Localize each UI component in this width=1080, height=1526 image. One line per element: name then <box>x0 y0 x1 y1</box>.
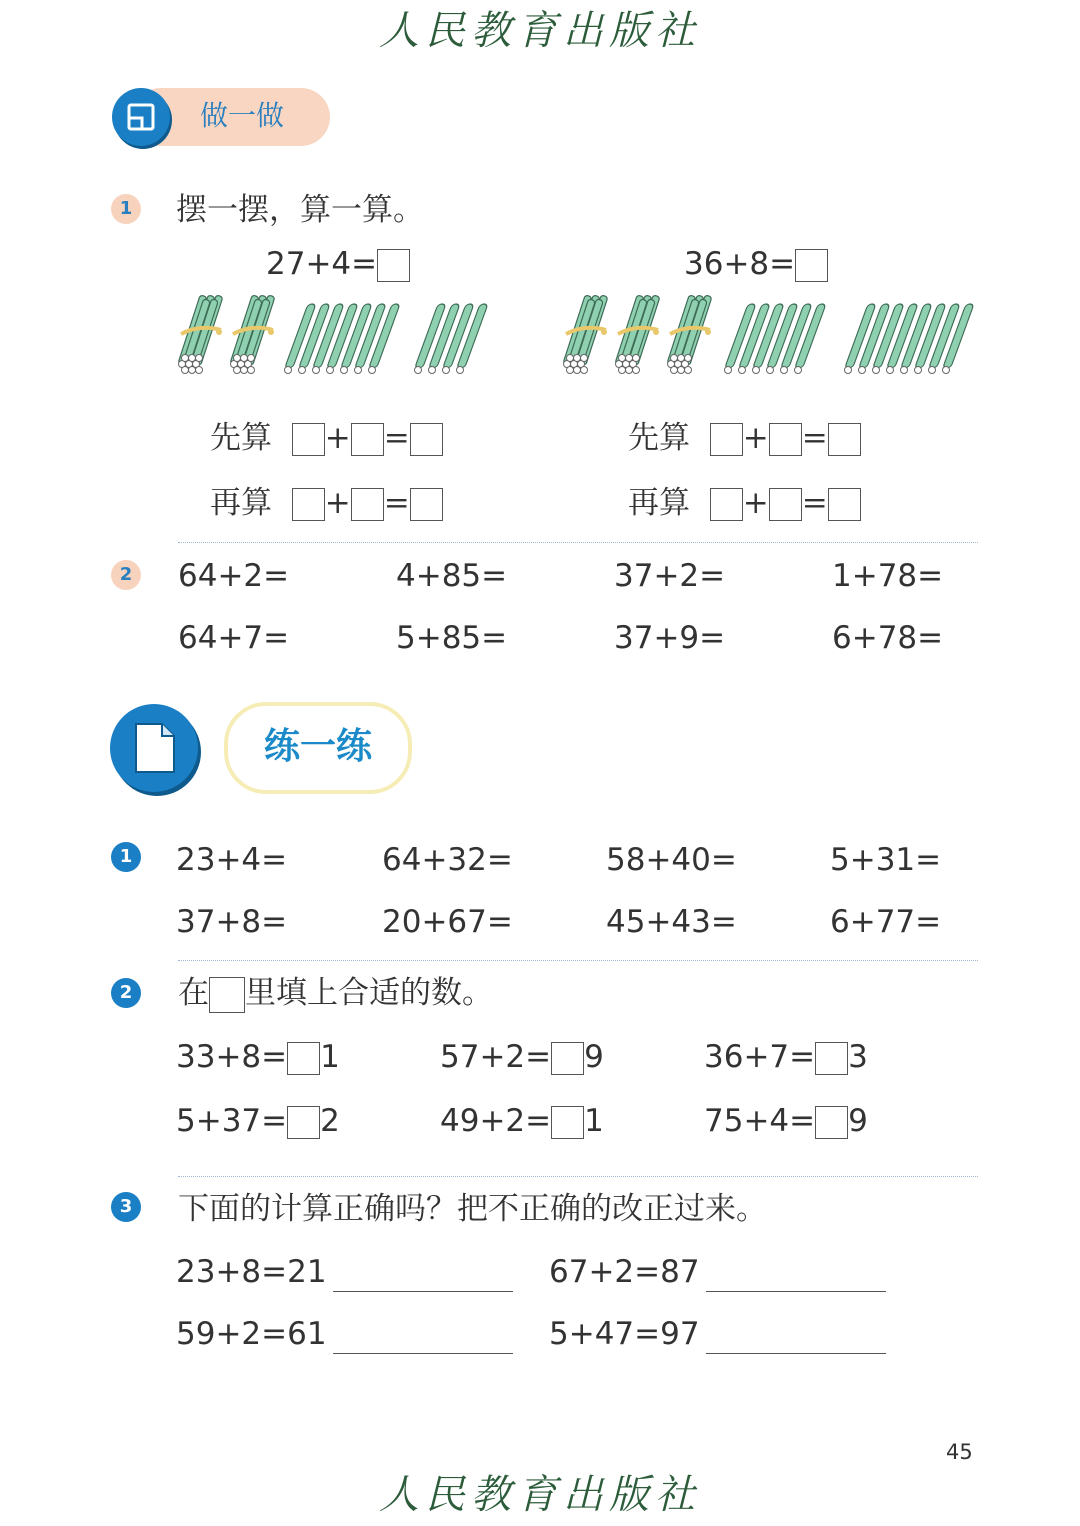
answer-box[interactable] <box>710 423 743 456</box>
step-row-second-right: 再算 + = <box>628 483 861 523</box>
exercise-item: 6+78= <box>832 620 944 656</box>
answer-box[interactable] <box>410 488 443 521</box>
correction-item: 5+47=97 <box>549 1314 886 1354</box>
section-title: 练一练 <box>263 725 372 767</box>
step-row-second-left: 再算 + = <box>210 483 443 523</box>
question-number: 1 <box>111 842 141 872</box>
section-title: 做一做 <box>200 99 285 132</box>
fill-item: 57+2= 9 <box>440 1039 604 1075</box>
exercise-item: 4+85= <box>396 558 508 594</box>
publisher-header: 人民教育出版社 <box>379 8 701 54</box>
step-row-first-left: 先算 + = <box>210 418 443 458</box>
fill-item: 5+37= 2 <box>176 1103 340 1139</box>
divider <box>178 542 978 543</box>
correction-blank[interactable] <box>706 1323 886 1354</box>
fill-item: 49+2= 1 <box>440 1103 604 1139</box>
correction-blank[interactable] <box>333 1323 513 1354</box>
answer-box[interactable] <box>769 488 802 521</box>
page-number: 45 <box>946 1440 973 1464</box>
answer-box[interactable] <box>292 423 325 456</box>
answer-box[interactable] <box>815 1042 848 1075</box>
document-icon <box>110 704 198 792</box>
answer-box[interactable] <box>287 1106 320 1139</box>
equation-left: 27+4= <box>266 244 410 284</box>
answer-box[interactable] <box>795 249 828 282</box>
answer-box[interactable] <box>551 1042 584 1075</box>
exercise-item: 5+85= <box>396 620 508 656</box>
exercise-item: 58+40= <box>606 842 737 878</box>
question-prompt: 摆一摆，算一算。 <box>176 192 424 228</box>
answer-box[interactable] <box>351 423 384 456</box>
exercise-item: 6+77= <box>830 904 942 940</box>
exercise-item: 37+9= <box>614 620 726 656</box>
fill-item: 36+7= 3 <box>704 1039 868 1075</box>
correction-blank[interactable] <box>706 1261 886 1292</box>
correction-item: 59+2=61 <box>176 1314 513 1354</box>
exercise-item: 64+7= <box>178 620 290 656</box>
exercise-item: 1+78= <box>832 558 944 594</box>
divider <box>178 1176 978 1177</box>
divider <box>178 960 978 961</box>
answer-box[interactable] <box>287 1042 320 1075</box>
fill-item: 33+8= 1 <box>176 1039 340 1075</box>
counting-sticks-illustration <box>170 290 1000 380</box>
answer-box[interactable] <box>410 423 443 456</box>
answer-box[interactable] <box>769 423 802 456</box>
exercise-item: 23+4= <box>176 842 288 878</box>
section-header-zuoyizuo <box>112 88 332 146</box>
answer-box[interactable] <box>828 423 861 456</box>
exercise-item: 64+32= <box>382 842 513 878</box>
question-prompt: 下面的计算正确吗？把不正确的改正过来。 <box>178 1191 767 1227</box>
exercise-item: 45+43= <box>606 904 737 940</box>
cube-icon <box>112 88 170 146</box>
exercise-item: 20+67= <box>382 904 513 940</box>
step-row-first-right: 先算 + = <box>628 418 861 458</box>
question-number: 1 <box>111 194 141 224</box>
correction-blank[interactable] <box>333 1261 513 1292</box>
fill-item: 75+4= 9 <box>704 1103 868 1139</box>
correction-item: 23+8=21 <box>176 1252 513 1292</box>
section-header-lianyilian <box>110 702 410 794</box>
exercise-item: 37+2= <box>614 558 726 594</box>
exercise-item: 37+8= <box>176 904 288 940</box>
question-number: 3 <box>111 1192 141 1222</box>
answer-box[interactable] <box>351 488 384 521</box>
answer-box[interactable] <box>377 249 410 282</box>
answer-box[interactable] <box>815 1106 848 1139</box>
answer-box[interactable] <box>292 488 325 521</box>
answer-box[interactable] <box>828 488 861 521</box>
answer-box[interactable] <box>551 1106 584 1139</box>
equation-right: 36+8= <box>684 244 828 284</box>
question-number: 2 <box>111 560 141 590</box>
correction-item: 67+2=87 <box>549 1252 886 1292</box>
question-number: 2 <box>111 978 141 1008</box>
answer-box[interactable] <box>710 488 743 521</box>
question-prompt: 在 里填上合适的数。 <box>178 975 493 1011</box>
exercise-item: 5+31= <box>830 842 942 878</box>
exercise-item: 64+2= <box>178 558 290 594</box>
publisher-footer: 人民教育出版社 <box>379 1472 701 1518</box>
example-box <box>209 977 245 1013</box>
